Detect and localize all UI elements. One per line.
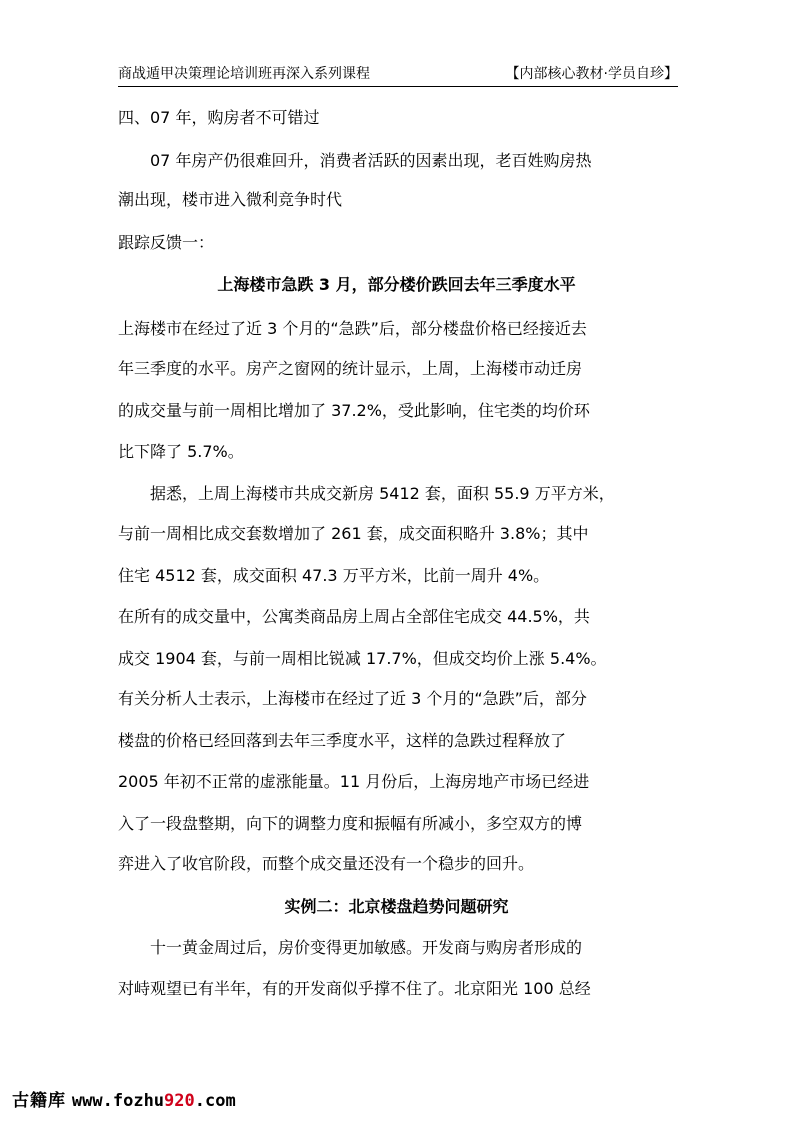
article1-para2-line: 与前一周相比成交套数增加了 261 套，成交面积略升 3.8%；其中 bbox=[118, 524, 589, 543]
article1-para3-line: 2005 年初不正常的虚涨能量。11 月份后，上海房地产市场已经进 bbox=[118, 772, 590, 791]
article1-para1-line: 年三季度的水平。房产之窗网的统计显示，上周，上海楼市动迁房 bbox=[118, 359, 583, 378]
article1-para3-line: 在所有的成交量中，公寓类商品房上周占全部住宅成交 44.5%，共 bbox=[118, 607, 590, 626]
article1-para3-line: 弈进入了收官阶段，而整个成交量还没有一个稳步的回升。 bbox=[118, 854, 535, 873]
header-material-label: 【内部核心教材·学员自珍】 bbox=[505, 66, 678, 82]
article1-para3-line: 入了一段盘整期，向下的调整力度和振幅有所减小，多空双方的博 bbox=[118, 814, 583, 833]
footer-brand: 古籍库 bbox=[12, 1091, 66, 1111]
section-heading: 四、07 年，购房者不可错过 bbox=[118, 108, 320, 127]
article1-para2-line: 住宅 4512 套，成交面积 47.3 万平方米，比前一周升 4%。 bbox=[118, 566, 550, 585]
article1-para3-line: 成交 1904 套，与前一周相比锐减 17.7%，但成交均价上涨 5.4%。 bbox=[118, 649, 607, 668]
header-course-title: 商战遁甲决策理论培训班再深入系列课程 bbox=[118, 66, 370, 82]
footer-domain-suffix: .com bbox=[194, 1091, 236, 1111]
article1-para2-line: 据悉，上周上海楼市共成交新房 5412 套，面积 55.9 万平方米， bbox=[150, 484, 615, 503]
page-header bbox=[118, 60, 678, 87]
article1-para1-line: 的成交量与前一周相比增加了 37.2%，受此影响，住宅类的均价环 bbox=[118, 401, 590, 420]
article1-para1-line: 比下降了 5.7%。 bbox=[118, 442, 244, 461]
article1-para3-line: 有关分析人士表示，上海楼市在经过了近 3 个月的“急跌”后，部分 bbox=[118, 689, 587, 708]
footer-watermark bbox=[12, 1086, 236, 1111]
article2-para1-line: 十一黄金周过后，房价变得更加敏感。开发商与购房者形成的 bbox=[150, 938, 583, 957]
intro-line-1: 07 年房产仍很难回升，消费者活跃的因素出现，老百姓购房热 bbox=[150, 151, 592, 170]
article1-para3-line: 楼盘的价格已经回落到去年三季度水平，这样的急跌过程释放了 bbox=[118, 731, 567, 750]
feedback-label: 跟踪反馈一： bbox=[118, 233, 215, 252]
article2-title: 实例二：北京楼盘趋势问题研究 bbox=[284, 897, 509, 916]
article1-title: 上海楼市急跌 3 月，部分楼价跌回去年三季度水平 bbox=[217, 275, 576, 294]
article1-para1-line: 上海楼市在经过了近 3 个月的“急跌”后，部分楼盘价格已经接近去 bbox=[118, 319, 587, 338]
footer-domain-prefix: www.fozhu bbox=[71, 1091, 165, 1111]
footer-domain-number: 920 bbox=[164, 1091, 195, 1111]
article2-para1-line: 对峙观望已有半年，有的开发商似乎撑不住了。北京阳光 100 总经 bbox=[118, 979, 591, 998]
intro-line-2: 潮出现，楼市进入微利竞争时代 bbox=[118, 190, 343, 209]
